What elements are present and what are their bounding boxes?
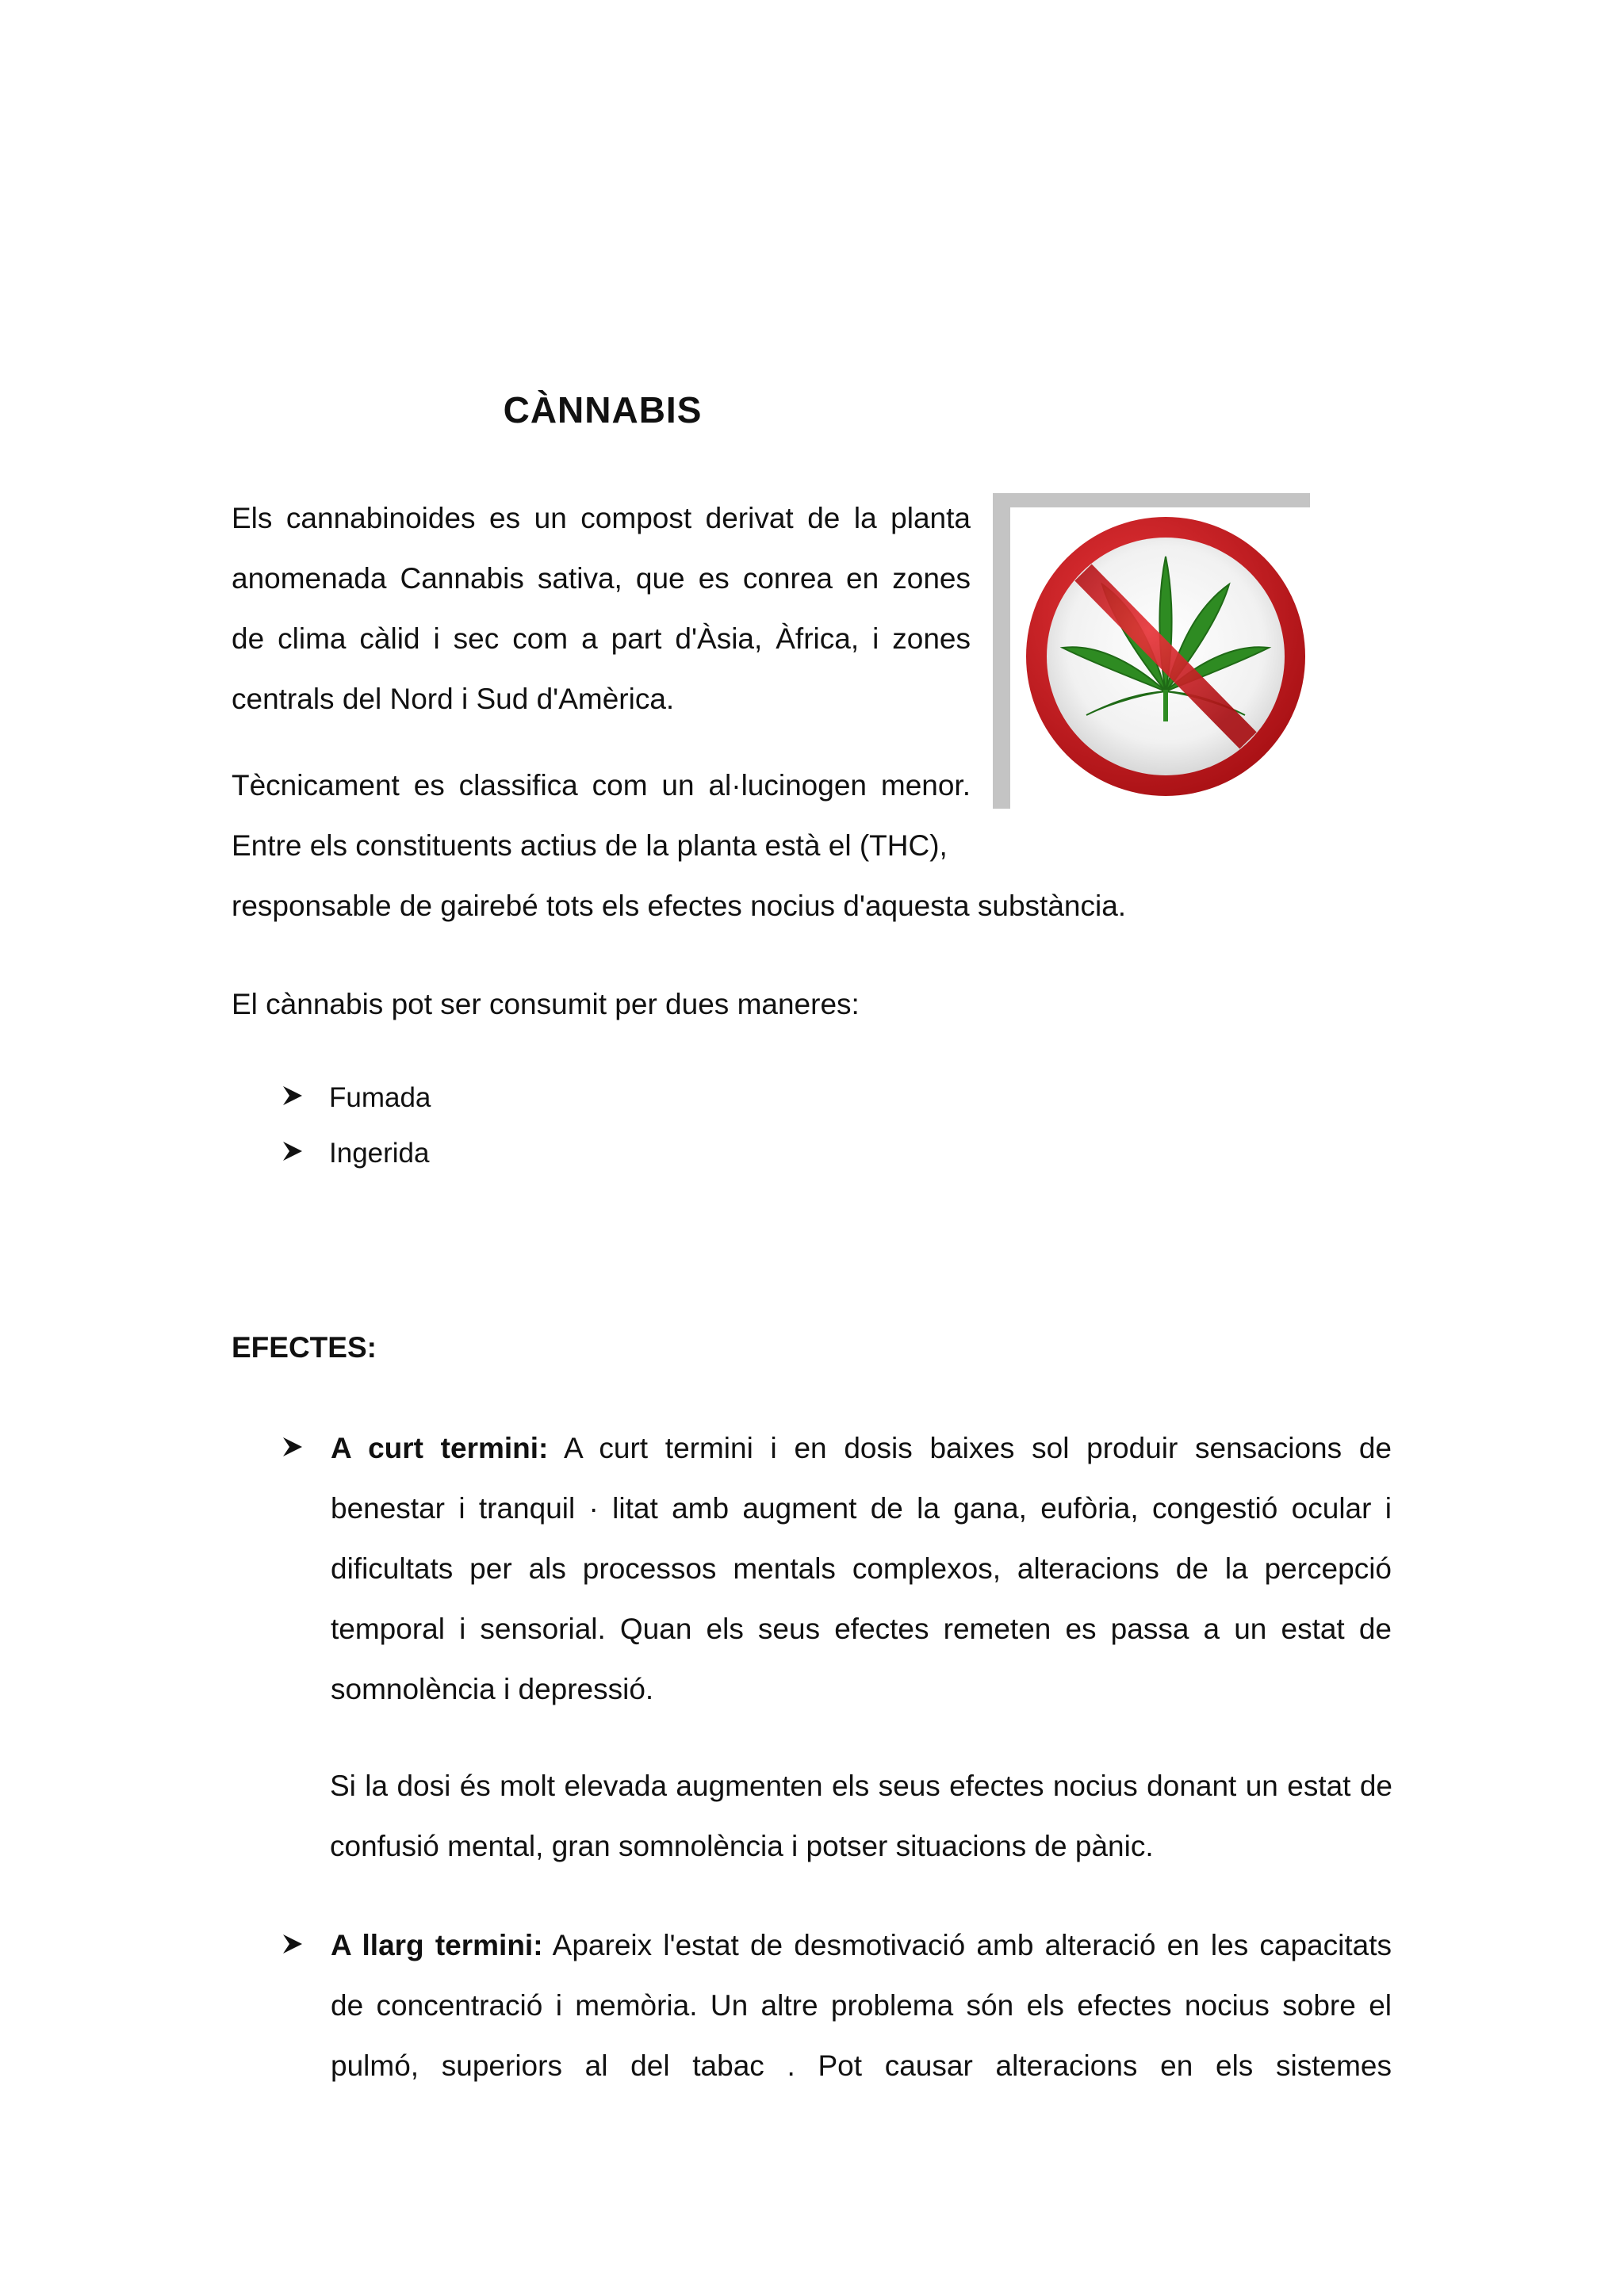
long-term-text: Apareix l'estat de desmotivació amb alteració en les capacitats de concentració i memòria. Un altre problema són els efectes nocius sobre el pulmó, superiors al del tabac . Pot causar alteracions en els sistemes — [331, 1929, 1392, 2082]
classification-paragraph: Tècnicament es classifica com un al·lucinogen menor. Entre els constituents actius de la planta està el (THC), — [232, 769, 971, 862]
classification-paragraph-end: responsable de gairebé tots els efectes nocius d'aquesta substància. — [232, 890, 1127, 922]
consumption-intro: El cànnabis pot ser consumit per dues maneres: — [232, 988, 860, 1020]
page-title: CÀNNABIS — [503, 389, 703, 430]
short-term-text: A curt termini i en dosis baixes sol produir sensacions de benestar i tranquil · litat amb augment de la gana, eufòria, congestió ocular i dificultats per als processos mentals complexos, alteracions de la percepció temporal i sensorial. Quan els seus efectes remeten es passa a un estat de somnolència i depressió. — [331, 1432, 1392, 1705]
high-dose-paragraph: Si la dosi és molt elevada augmenten els seus efectes nocius donant un estat de confusió mental, gran somnolència i potser situacions de pànic. — [330, 1770, 1392, 1862]
list-item-label: Ingerida — [329, 1138, 430, 1169]
arrow-bullet-icon — [282, 1436, 305, 1462]
arrow-bullet-icon — [282, 1933, 305, 1959]
long-term-effect — [282, 1915, 1392, 2096]
no-cannabis-sign-icon — [993, 493, 1310, 809]
short-term-label: A curt termini: — [331, 1432, 549, 1464]
long-term-label: A llarg termini: — [331, 1929, 543, 1961]
effects-heading: EFECTES: — [232, 1331, 377, 1364]
arrow-bullet-icon — [282, 1126, 305, 1181]
arrow-bullet-icon — [282, 1070, 305, 1126]
intro-paragraph: Els cannabinoides es un compost derivat de la planta anomenada Cannabis sativa, que es conrea en zones de clima càlid i sec com a part d'Àsia, Àfrica, i zones centrals del Nord i Sud d'Amèrica. — [232, 502, 971, 715]
list-item-label: Fumada — [329, 1082, 431, 1113]
short-term-effect — [282, 1418, 1392, 1720]
